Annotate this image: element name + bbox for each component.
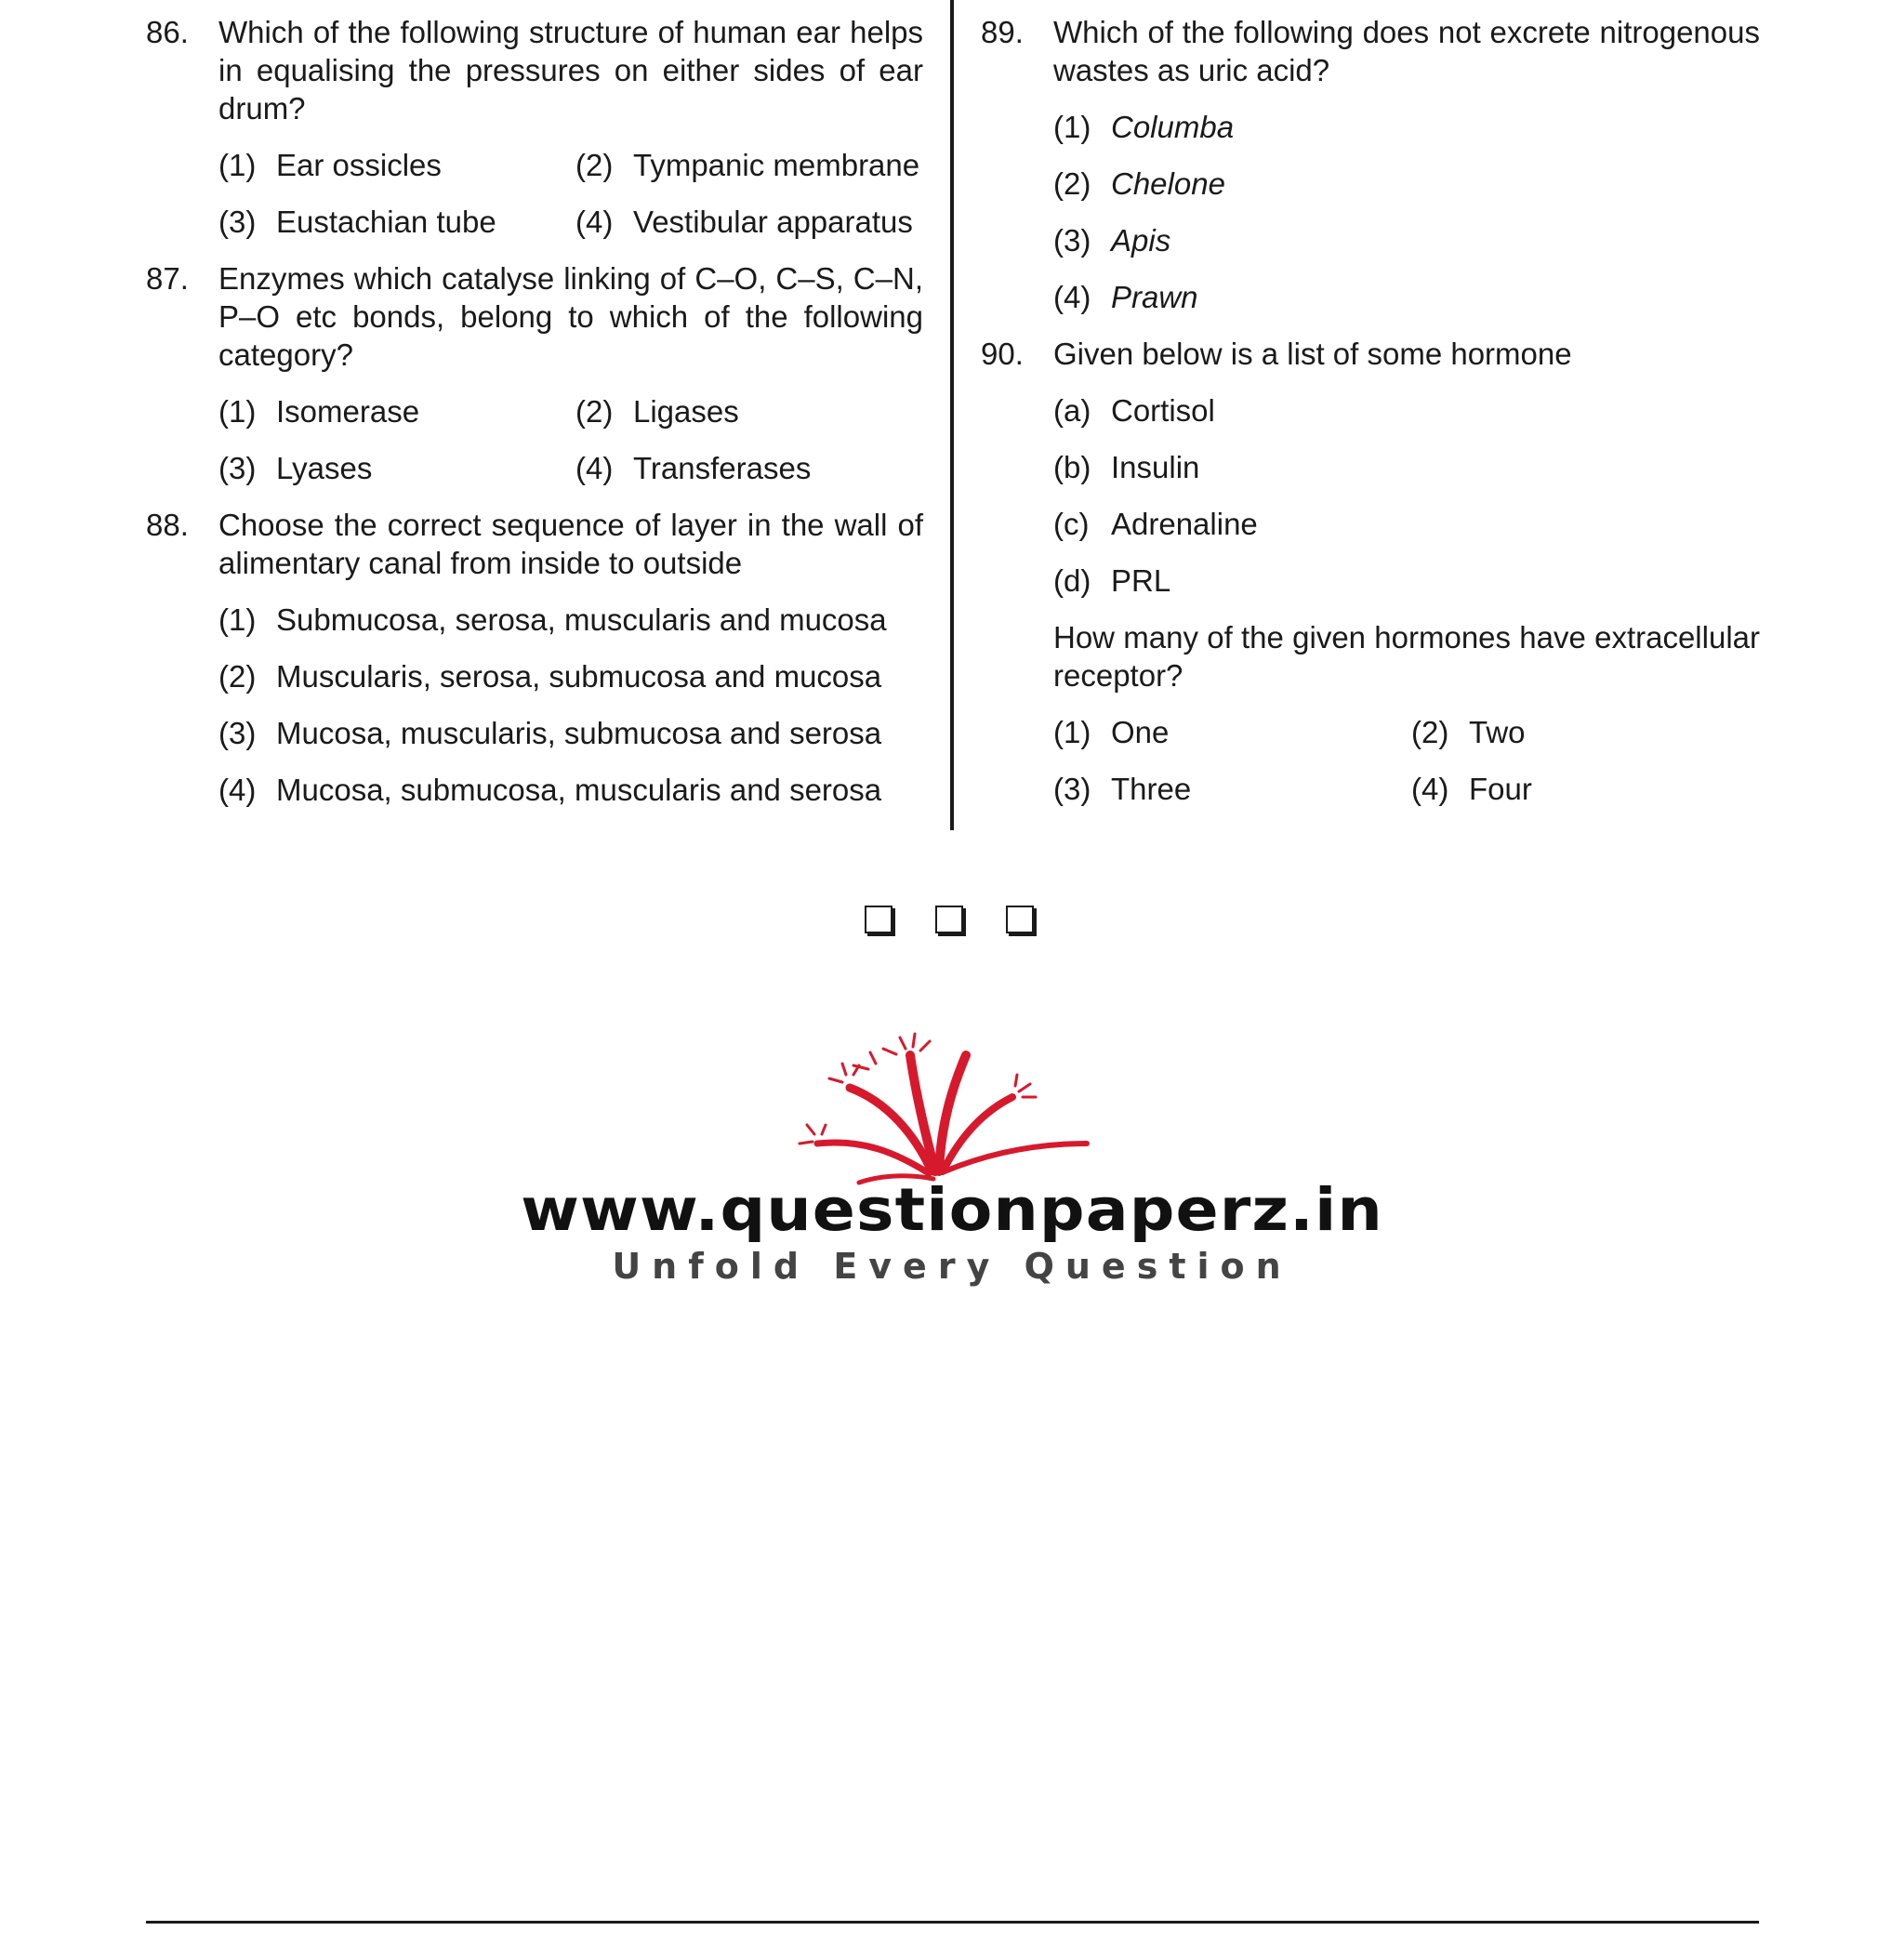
- option[interactable]: [575, 449, 923, 487]
- option-text: Vestibular apparatus: [633, 205, 913, 239]
- option-label: (4): [575, 451, 614, 485]
- option-label: (3): [218, 205, 257, 239]
- option-label: (2): [575, 148, 614, 182]
- list-item: [1053, 448, 1760, 486]
- option-label: (1): [218, 394, 257, 429]
- option-label: (3): [218, 716, 257, 750]
- option-label: (4): [575, 205, 614, 239]
- option[interactable]: [1053, 713, 1402, 751]
- option-label: (2): [218, 659, 257, 694]
- option-text: Three: [1111, 772, 1192, 806]
- question-text: Which of the following structure of human ear helps in equalising the pressures on either sides of ear drum?: [218, 15, 923, 126]
- option[interactable]: [1053, 221, 1760, 259]
- item-text: PRL: [1111, 563, 1171, 598]
- question-text: Given below is a list of some hormone: [1053, 337, 1572, 371]
- question-86: [146, 13, 923, 241]
- question-number: 90.: [981, 337, 1024, 371]
- option-label: (1): [218, 148, 257, 182]
- question-followup: How many of the given hormones have extracellular receptor?: [1053, 620, 1760, 693]
- item-text: Insulin: [1111, 450, 1200, 484]
- list-item: [1053, 391, 1760, 430]
- option-label: (4): [1411, 772, 1449, 806]
- question-number: 87.: [146, 261, 189, 296]
- option-text: Submucosa, serosa, muscularis and mucosa: [276, 602, 887, 637]
- option[interactable]: [218, 146, 566, 184]
- square-ornament-icon: [935, 906, 963, 933]
- list-item: [1053, 562, 1760, 600]
- option[interactable]: [1411, 770, 1760, 808]
- logo-tagline: Unfold Every Question: [612, 1246, 1292, 1287]
- options-list: [218, 601, 923, 809]
- option-text: Prawn: [1111, 280, 1198, 314]
- question-number: 88.: [146, 508, 189, 542]
- option[interactable]: [218, 771, 923, 809]
- square-ornament-icon: [865, 906, 892, 933]
- option-text: Eustachian tube: [276, 205, 496, 239]
- option-text: Tympanic membrane: [633, 148, 920, 182]
- options-list: [1053, 108, 1760, 316]
- option-label: (4): [218, 773, 257, 807]
- item-label: (c): [1053, 507, 1090, 541]
- option-text: Ear ossicles: [276, 148, 442, 182]
- question-number: 89.: [981, 15, 1024, 49]
- option[interactable]: [1053, 278, 1760, 316]
- option-text: Lyases: [276, 451, 373, 485]
- option-text: Four: [1469, 772, 1532, 806]
- right-column: [981, 13, 1760, 827]
- option-text: Mucosa, submucosa, muscularis and serosa: [276, 773, 882, 807]
- option-text: Two: [1469, 715, 1526, 749]
- question-89: [981, 13, 1760, 316]
- option-text: Muscularis, serosa, submucosa and mucosa: [276, 659, 882, 694]
- section-end-ornaments: [865, 906, 1034, 933]
- option-text: Chelone: [1111, 166, 1225, 201]
- question-87: [146, 259, 923, 487]
- option-text: Columba: [1111, 110, 1235, 144]
- option[interactable]: [575, 203, 923, 241]
- item-text: Adrenaline: [1111, 507, 1258, 541]
- question-text: Choose the correct sequence of layer in the wall of alimentary canal from inside to outside: [218, 508, 923, 580]
- question-number: 86.: [146, 15, 189, 49]
- item-label: (d): [1053, 563, 1091, 598]
- option-text: Ligases: [633, 394, 739, 429]
- question-88: [146, 506, 923, 809]
- question-text: Which of the following does not excrete nitrogenous wastes as uric acid?: [1053, 15, 1760, 87]
- option[interactable]: [218, 449, 566, 487]
- option-label: (3): [1053, 772, 1091, 806]
- option-label: (1): [218, 602, 257, 637]
- list-item: [1053, 505, 1760, 543]
- option[interactable]: [218, 657, 923, 695]
- option-label: (3): [218, 451, 257, 485]
- option-text: Mucosa, muscularis, submucosa and serosa: [276, 716, 882, 750]
- option-label: (1): [1053, 715, 1091, 749]
- option[interactable]: [1411, 713, 1760, 751]
- option[interactable]: [575, 146, 923, 184]
- option-label: (2): [1053, 166, 1091, 201]
- hormone-list: [1053, 391, 1760, 600]
- column-divider: [950, 0, 954, 830]
- option-label: (4): [1053, 280, 1091, 314]
- option[interactable]: [218, 203, 566, 241]
- question-90: [981, 335, 1760, 808]
- option-text: Apis: [1111, 223, 1171, 258]
- option-text: Transferases: [633, 451, 812, 485]
- site-logo: [0, 1023, 1904, 1289]
- option[interactable]: [1053, 770, 1402, 808]
- option-label: (3): [1053, 223, 1091, 258]
- left-column: [146, 13, 923, 827]
- options-grid: [218, 392, 923, 487]
- option[interactable]: [218, 392, 566, 430]
- options-grid: [218, 146, 923, 241]
- option[interactable]: [218, 714, 923, 752]
- option[interactable]: [1053, 165, 1760, 203]
- item-label: (a): [1053, 393, 1091, 428]
- item-text: Cortisol: [1111, 393, 1215, 428]
- logo-url: www.questionpaperz.in: [521, 1176, 1383, 1244]
- item-label: (b): [1053, 450, 1091, 484]
- option[interactable]: [575, 392, 923, 430]
- option-label: (1): [1053, 110, 1091, 144]
- firework-burst-icon: [775, 1023, 1129, 1185]
- question-text: Enzymes which catalyse linking of C–O, C–S, C–N, P–O etc bonds, belong to which of the following category?: [218, 261, 923, 372]
- square-ornament-icon: [1006, 906, 1034, 933]
- option-label: (2): [575, 394, 614, 429]
- footer-rule: [146, 1921, 1759, 1924]
- option[interactable]: [1053, 108, 1760, 146]
- option-text: Isomerase: [276, 394, 420, 429]
- option-label: (2): [1411, 715, 1449, 749]
- option[interactable]: [218, 601, 923, 639]
- options-grid: [1053, 713, 1760, 808]
- option-text: One: [1111, 715, 1170, 749]
